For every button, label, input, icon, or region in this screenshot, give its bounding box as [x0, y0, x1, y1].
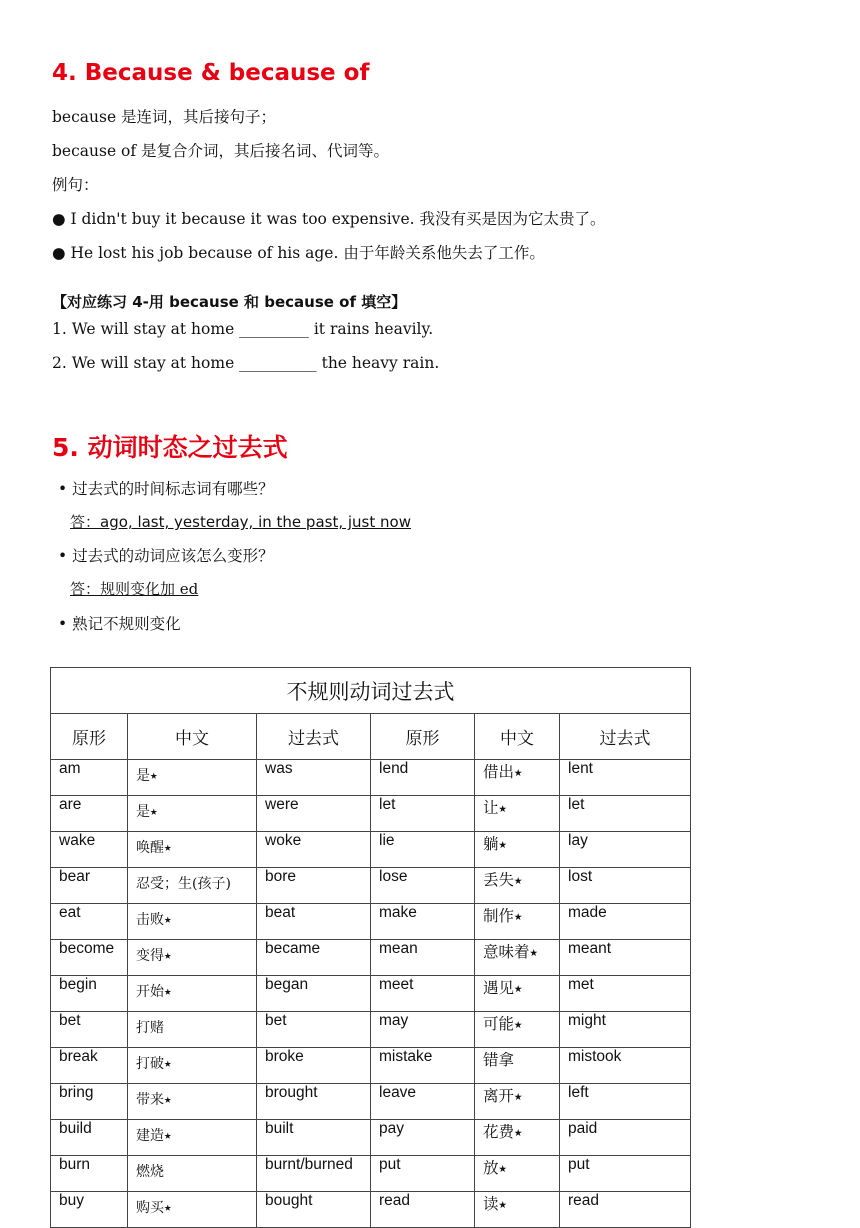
table-cell: 开始⭑ — [128, 976, 257, 1012]
table-cell: 花费⭑ — [475, 1120, 560, 1156]
table-cell: pay — [371, 1120, 475, 1156]
table-cell: let — [560, 796, 691, 832]
table-cell: meant — [560, 940, 691, 976]
exercise-heading: 【对应练习 4-用 because 和 because of 填空】 — [52, 293, 407, 311]
table-body — [51, 760, 691, 1228]
table-cell: let — [371, 796, 475, 832]
table-cell: 意味着⭑ — [475, 940, 560, 976]
table-cell: break — [51, 1048, 128, 1084]
table-cell: 唤醒⭑ — [128, 832, 257, 868]
table-row — [51, 1012, 691, 1048]
table-cell: woke — [257, 832, 371, 868]
table-cell: leave — [371, 1084, 475, 1120]
table-cell: became — [257, 940, 371, 976]
section-4-title: 4. Because & because of — [52, 60, 370, 86]
table-cell: left — [560, 1084, 691, 1120]
table-row — [51, 1120, 691, 1156]
table-cell: 燃烧 — [128, 1156, 257, 1192]
table-row — [51, 796, 691, 832]
table-cell: wake — [51, 832, 128, 868]
table-row — [51, 976, 691, 1012]
table-cell: am — [51, 760, 128, 796]
table-cell: brought — [257, 1084, 371, 1120]
table-cell: made — [560, 904, 691, 940]
table-row — [51, 1156, 691, 1192]
table-cell: become — [51, 940, 128, 976]
table-cell: 打破⭑ — [128, 1048, 257, 1084]
table-cell: bought — [257, 1192, 371, 1228]
because-of-rule-line: because of 是复合介词，其后接名词、代词等。 — [52, 142, 390, 160]
exercise-2: 2. We will stay at home __________ the heavy rain. — [52, 354, 440, 372]
table-cell: put — [560, 1156, 691, 1192]
table-cell: lend — [371, 760, 475, 796]
table-cell: paid — [560, 1120, 691, 1156]
table-row — [51, 1084, 691, 1120]
table-cell: 打赌 — [128, 1012, 257, 1048]
table-cell: 可能⭑ — [475, 1012, 560, 1048]
table-cell: 制作⭑ — [475, 904, 560, 940]
column-header: 原形 — [51, 714, 128, 760]
table-cell: 是⭑ — [128, 796, 257, 832]
table-cell: lie — [371, 832, 475, 868]
example-label: 例句： — [52, 176, 99, 194]
column-header: 过去式 — [560, 714, 691, 760]
table-cell: were — [257, 796, 371, 832]
table-cell: 错拿 — [475, 1048, 560, 1084]
column-header: 过去式 — [257, 714, 371, 760]
table-row — [51, 904, 691, 940]
table-cell: 建造⭑ — [128, 1120, 257, 1156]
table-row — [51, 760, 691, 796]
table-cell: burnt/burned — [257, 1156, 371, 1192]
table-cell: may — [371, 1012, 475, 1048]
table-cell: 忍受；生(孩子) — [128, 868, 257, 904]
table-cell: met — [560, 976, 691, 1012]
table-cell: 击败⭑ — [128, 904, 257, 940]
table-cell: bet — [257, 1012, 371, 1048]
table-cell: mean — [371, 940, 475, 976]
answer-text: 规则变化加 ed — [100, 580, 199, 598]
irregular-verbs-table — [50, 667, 691, 1228]
table-cell: bear — [51, 868, 128, 904]
section-5-title: 5. 动词时态之过去式 — [52, 433, 288, 462]
table-cell: put — [371, 1156, 475, 1192]
table-cell: 变得⭑ — [128, 940, 257, 976]
column-header: 中文 — [475, 714, 560, 760]
column-header: 中文 — [128, 714, 257, 760]
table-cell: buy — [51, 1192, 128, 1228]
exercise-1: 1. We will stay at home _________ it rains heavily. — [52, 320, 434, 338]
table-row — [51, 868, 691, 904]
table-row — [51, 1048, 691, 1084]
table-cell: 离开⭑ — [475, 1084, 560, 1120]
table-cell: might — [560, 1012, 691, 1048]
table-cell: lay — [560, 832, 691, 868]
answer-prefix: 答： — [70, 513, 101, 531]
column-header: 原形 — [371, 714, 475, 760]
question-time-markers: • 过去式的时间标志词有哪些？ — [58, 480, 274, 498]
table-cell: 遇见⭑ — [475, 976, 560, 1012]
table-cell: 让⭑ — [475, 796, 560, 832]
table-cell: built — [257, 1120, 371, 1156]
answer-verb-form — [70, 578, 198, 599]
table-cell: broke — [257, 1048, 371, 1084]
table-cell: 带来⭑ — [128, 1084, 257, 1120]
table-cell: make — [371, 904, 475, 940]
table-row — [51, 832, 691, 868]
table-cell: 躺⭑ — [475, 832, 560, 868]
table-header-row — [51, 714, 691, 760]
table-cell: 是⭑ — [128, 760, 257, 796]
because-rule-line: because 是连词，其后接句子； — [52, 108, 277, 126]
table-cell: 读⭑ — [475, 1192, 560, 1228]
answer-time-markers — [70, 511, 411, 532]
table-cell: 购买⭑ — [128, 1192, 257, 1228]
memorize-irregular-note: • 熟记不规则变化 — [58, 615, 181, 633]
table-cell: began — [257, 976, 371, 1012]
table-cell: mistake — [371, 1048, 475, 1084]
table-cell: was — [257, 760, 371, 796]
table-cell: lost — [560, 868, 691, 904]
answer-prefix: 答： — [70, 580, 101, 598]
question-verb-form: • 过去式的动词应该怎么变形？ — [58, 547, 274, 565]
example-sentence-2: ● He lost his job because of his age. 由于年龄关系他失去了工作。 — [52, 244, 545, 262]
table-row — [51, 940, 691, 976]
table-cell: build — [51, 1120, 128, 1156]
table-cell: read — [560, 1192, 691, 1228]
table-cell: are — [51, 796, 128, 832]
table-cell: bring — [51, 1084, 128, 1120]
table-cell: 放⭑ — [475, 1156, 560, 1192]
table-cell: burn — [51, 1156, 128, 1192]
table-cell: lent — [560, 760, 691, 796]
table-cell: beat — [257, 904, 371, 940]
table-cell: eat — [51, 904, 128, 940]
table-cell: lose — [371, 868, 475, 904]
table-cell: begin — [51, 976, 128, 1012]
example-sentence-1: ● I didn't buy it because it was too expensive. 我没有买是因为它太贵了。 — [52, 210, 606, 228]
table-row — [51, 1192, 691, 1228]
table-cell: 丢失⭑ — [475, 868, 560, 904]
table-cell: 借出⭑ — [475, 760, 560, 796]
table-cell: bet — [51, 1012, 128, 1048]
table-cell: read — [371, 1192, 475, 1228]
table-caption: 不规则动词过去式 — [51, 668, 691, 714]
table-cell: mistook — [560, 1048, 691, 1084]
answer-text: ago, last, yesterday, in the past, just now — [100, 513, 411, 531]
table-cell: meet — [371, 976, 475, 1012]
table-cell: bore — [257, 868, 371, 904]
